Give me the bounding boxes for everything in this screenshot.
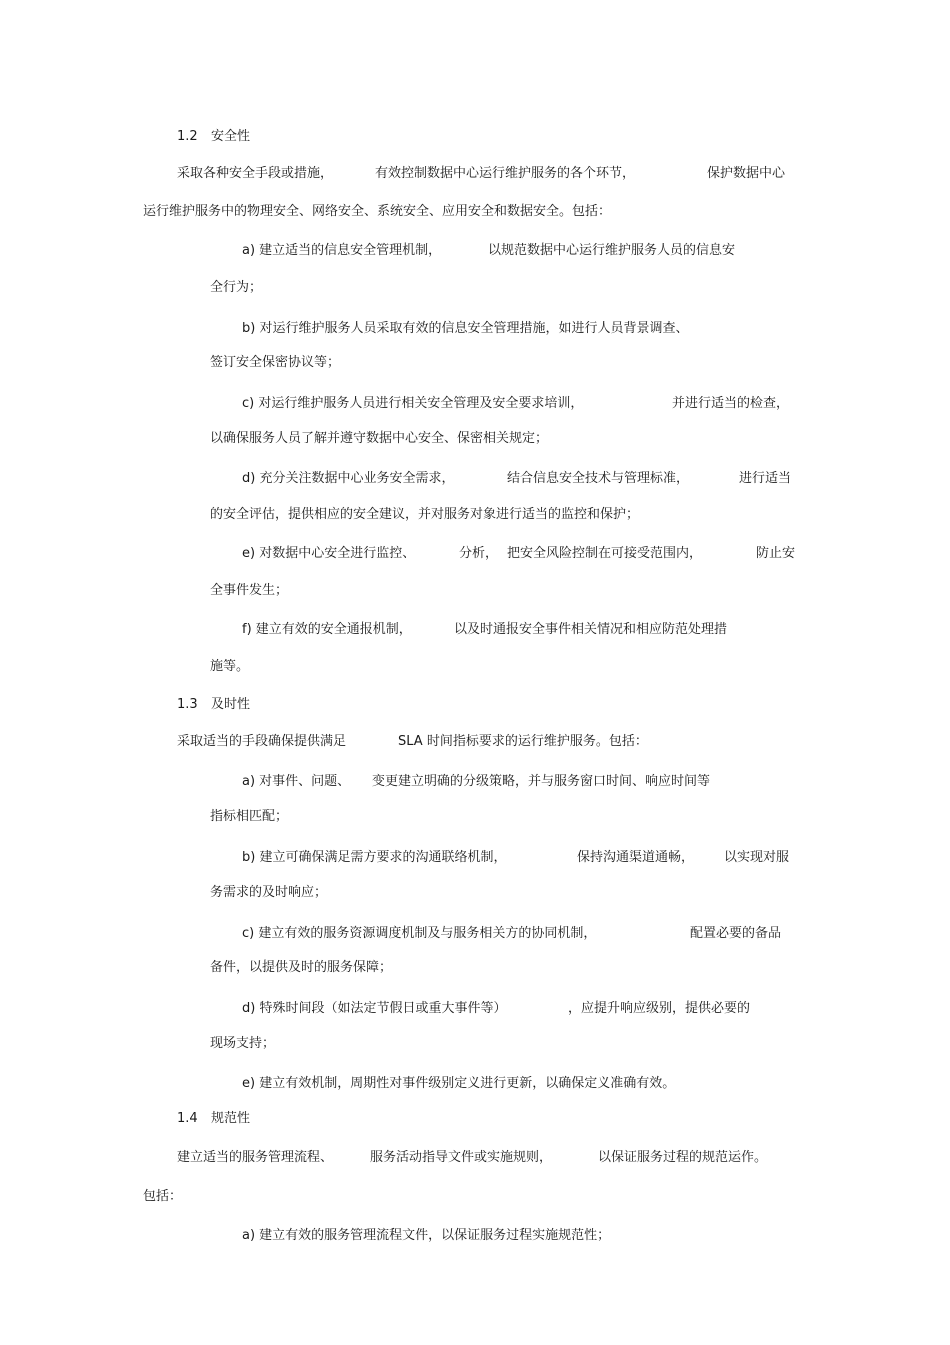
list-item-b-line: 签订安全保密协议等； bbox=[210, 355, 341, 370]
list-item-f-line: 施等。 bbox=[210, 659, 250, 674]
list-item-d-line: 现场支持； bbox=[210, 1036, 276, 1051]
list-item-a-line: 全行为； bbox=[210, 280, 263, 295]
text-run: 配置必要的备品 bbox=[690, 926, 782, 941]
list-item-c-line: 备件，以提供及时的服务保障； bbox=[210, 960, 393, 975]
text-run: 建立适当的服务管理流程、 bbox=[177, 1150, 334, 1165]
text-run: a) 建立适当的信息安全管理机制， bbox=[242, 243, 442, 258]
text-run: d) 特殊时间段（如法定节假日或重大事件等） bbox=[242, 1001, 507, 1016]
list-item-e-line: 全事件发生； bbox=[210, 583, 289, 598]
text-run: 防止安 bbox=[756, 546, 796, 561]
section-number: 1.2 bbox=[177, 129, 198, 144]
text-run: 把安全风险控制在可接受范围内， bbox=[507, 546, 703, 561]
list-item-d-line: 的安全评估，提供相应的安全建议，并对服务对象进行适当的监控和保护； bbox=[210, 507, 640, 522]
list-item-c-line: 以确保服务人员了解并遵守数据中心安全、保密相关规定； bbox=[210, 431, 549, 446]
section-number: 1.4 bbox=[177, 1111, 198, 1126]
text-run: 并进行适当的检查， bbox=[672, 396, 790, 411]
text-run: b) 建立可确保满足需方要求的沟通联络机制， bbox=[242, 850, 507, 865]
section-title: 及时性 bbox=[211, 697, 251, 712]
section-number: 1.3 bbox=[177, 697, 198, 712]
list-item-b-line: 务需求的及时响应； bbox=[210, 885, 328, 900]
list-item-a-line: 指标相匹配； bbox=[210, 809, 289, 824]
text-run: 以实现对服 bbox=[724, 850, 790, 865]
text-run: c) 对运行维护服务人员进行相关安全管理及安全要求培训， bbox=[242, 396, 584, 411]
text-run: d) 充分关注数据中心业务安全需求， bbox=[242, 471, 455, 486]
text-run: f) 建立有效的安全通报机制， bbox=[242, 622, 412, 637]
paragraph-line: 运行维护服务中的物理安全、网络安全、系统安全、应用安全和数据安全。包括： bbox=[143, 204, 612, 219]
text-run: 分析， bbox=[459, 546, 499, 561]
text-run: 以保证服务过程的规范运作。 bbox=[598, 1150, 768, 1165]
list-item-a-line: a) 建立有效的服务管理流程文件，以保证服务过程实施规范性； bbox=[242, 1228, 611, 1243]
text-run: 有效控制数据中心运行维护服务的各个环节， bbox=[375, 166, 636, 181]
text-run: 采取适当的手段确保提供满足 bbox=[177, 734, 347, 749]
text-run: 服务活动指导文件或实施规则， bbox=[370, 1150, 553, 1165]
text-run: 以及时通报安全事件相关情况和相应防范处理措 bbox=[454, 622, 728, 637]
text-run: e) 对数据中心安全进行监控、 bbox=[242, 546, 416, 561]
section-title: 规范性 bbox=[211, 1111, 251, 1126]
text-run: 以规范数据中心运行维护服务人员的信息安 bbox=[488, 243, 736, 258]
text-run: 采取各种安全手段或措施， bbox=[177, 166, 334, 181]
section-title: 安全性 bbox=[211, 129, 251, 144]
list-item-b-line: b) 对运行维护服务人员采取有效的信息安全管理措施，如进行人员背景调查、 bbox=[242, 321, 689, 336]
text-run: a) 对事件、问题、 bbox=[242, 774, 351, 789]
text-run: 结合信息安全技术与管理标准， bbox=[507, 471, 690, 486]
paragraph-line: 包括： bbox=[143, 1189, 183, 1204]
text-run: 保护数据中心 bbox=[707, 166, 786, 181]
list-item-e-line: e) 建立有效机制，周期性对事件级别定义进行更新，以确保定义准确有效。 bbox=[242, 1076, 676, 1091]
text-run: 变更建立明确的分级策略，并与服务窗口时间、响应时间等 bbox=[372, 774, 711, 789]
text-run: SLA 时间指标要求的运行维护服务。包括： bbox=[398, 734, 648, 749]
text-run: c) 建立有效的服务资源调度机制及与服务相关方的协同机制， bbox=[242, 926, 597, 941]
text-run: 进行适当 bbox=[739, 471, 792, 486]
text-run: ，应提升响应级别，提供必要的 bbox=[568, 1001, 751, 1016]
text-run: 保持沟通渠道通畅， bbox=[577, 850, 695, 865]
